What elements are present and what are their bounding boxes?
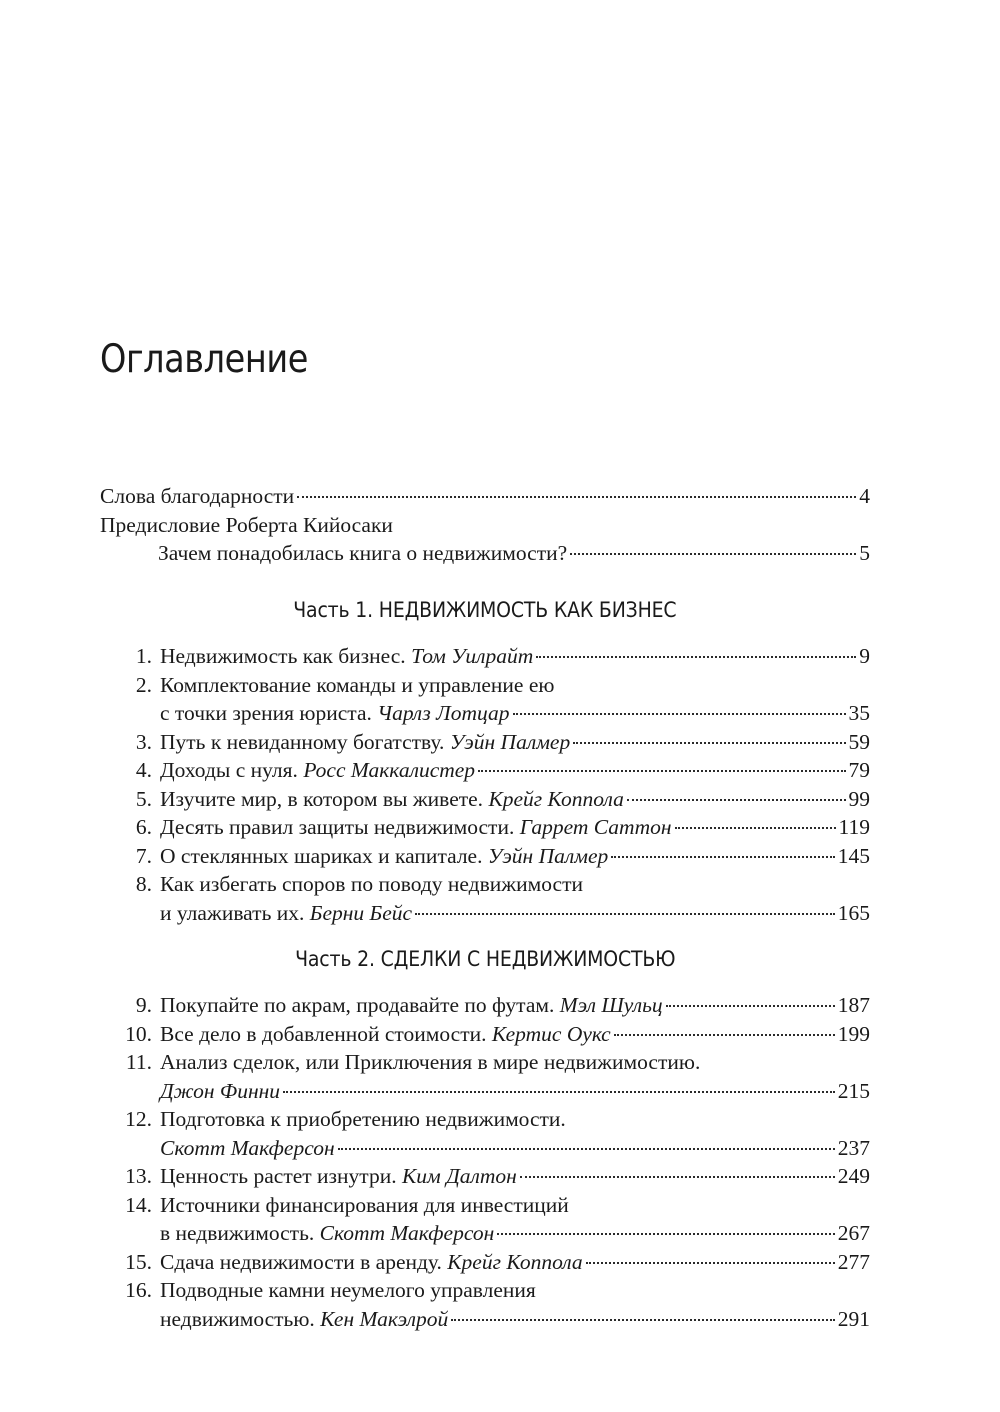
dot-leader bbox=[415, 913, 835, 915]
chapter-number: 7. bbox=[135, 843, 152, 868]
entry-line bbox=[100, 785, 870, 814]
dot-leader bbox=[520, 1176, 835, 1178]
chapter-list bbox=[100, 642, 870, 927]
chapter-author: Ким Далтон bbox=[401, 1164, 517, 1188]
chapter-title-text: недвижимостью. bbox=[160, 1306, 321, 1331]
toc-entry-acknowledgements[interactable] bbox=[100, 482, 870, 511]
toc-entry-chapter[interactable] bbox=[100, 642, 870, 671]
chapter-author: Джон Финни bbox=[160, 1078, 281, 1103]
page-number: 267 bbox=[837, 1221, 870, 1245]
toc-entry-chapter[interactable] bbox=[100, 1191, 870, 1248]
chapter-title-text: Все дело в добавленной стоимости. bbox=[160, 1021, 492, 1046]
chapter-title-text: Путь к невиданному богатству. bbox=[160, 729, 450, 754]
entry-line bbox=[100, 756, 870, 785]
chapter-title-continued bbox=[160, 1305, 448, 1334]
dot-leader bbox=[627, 799, 846, 801]
entry-line bbox=[100, 842, 870, 871]
chapter-number: 3. bbox=[135, 729, 152, 754]
chapter-number: 10. bbox=[125, 1021, 152, 1046]
entry-line bbox=[100, 1276, 870, 1305]
chapter-title-text: Ценность растет изнутри. bbox=[160, 1164, 402, 1188]
chapter-number: 1. bbox=[135, 644, 152, 668]
entry-line bbox=[100, 991, 870, 1020]
toc-entry-preface[interactable] bbox=[100, 511, 870, 568]
chapter-number: 4. bbox=[135, 758, 152, 782]
chapter-number: 6. bbox=[135, 815, 152, 839]
dot-leader bbox=[297, 496, 856, 498]
page-number: 59 bbox=[848, 729, 870, 754]
toc-entry-chapter[interactable] bbox=[100, 870, 870, 927]
entry-line bbox=[100, 642, 870, 671]
chapter-title bbox=[160, 842, 608, 871]
chapter-title-text: с точки зрения юриста. bbox=[160, 701, 378, 725]
page-number: 187 bbox=[837, 993, 870, 1017]
chapter-title bbox=[160, 1248, 583, 1277]
chapter-title-text: Недвижимость как бизнес. bbox=[160, 644, 412, 668]
toc-entry-chapter[interactable] bbox=[100, 1105, 870, 1162]
chapter-title: Источники финансирования для инвестиций bbox=[160, 1192, 569, 1217]
toc-entry-chapter[interactable] bbox=[100, 1248, 870, 1277]
dot-leader bbox=[451, 1319, 835, 1321]
chapter-author: Крейг Коппола bbox=[488, 786, 624, 811]
toc-entry-chapter[interactable] bbox=[100, 671, 870, 728]
entry-title: Предисловие Роберта Кийосаки bbox=[100, 512, 393, 537]
chapter-title-continued bbox=[160, 699, 510, 728]
entry-line bbox=[100, 813, 870, 842]
toc-entry-chapter[interactable] bbox=[100, 785, 870, 814]
dot-leader bbox=[513, 713, 846, 715]
chapter-title bbox=[160, 991, 663, 1020]
page-number: 291 bbox=[837, 1306, 870, 1331]
dot-leader bbox=[478, 770, 845, 772]
chapter-number: 15. bbox=[125, 1249, 152, 1274]
entry-line bbox=[100, 1048, 870, 1077]
chapter-number: 13. bbox=[125, 1164, 152, 1188]
dot-leader bbox=[536, 656, 856, 658]
chapter-list bbox=[100, 991, 870, 1333]
chapter-author: Уэйн Палмер bbox=[449, 729, 571, 754]
dot-leader bbox=[573, 742, 845, 744]
chapter-title-continued bbox=[160, 1077, 280, 1106]
dot-leader bbox=[611, 856, 834, 858]
chapter-author: Росс Маккалистер bbox=[303, 758, 476, 782]
page-number: 5 bbox=[859, 541, 870, 565]
chapter-author: Кертис Оукс bbox=[491, 1021, 611, 1046]
page-number: 145 bbox=[837, 843, 870, 868]
entry-line bbox=[100, 699, 870, 728]
chapter-number: 14. bbox=[125, 1192, 152, 1217]
chapter-title-text: Покупайте по акрам, продавайте по футам. bbox=[160, 993, 560, 1017]
chapter-title-text: О стеклянных шариках и капитале. bbox=[160, 843, 488, 868]
page-number: 99 bbox=[848, 786, 870, 811]
entry-line bbox=[100, 1105, 870, 1134]
chapter-author: Берни Бейс bbox=[309, 900, 413, 925]
chapter-title-continued bbox=[160, 899, 412, 928]
entry-line bbox=[100, 1134, 870, 1163]
chapter-title bbox=[160, 1020, 611, 1049]
entry-line bbox=[100, 870, 870, 899]
chapter-author: Мэл Шульц bbox=[559, 993, 663, 1017]
chapter-number: 11. bbox=[125, 1050, 152, 1074]
chapter-number: 12. bbox=[125, 1107, 152, 1131]
chapter-author: Чарлз Лотцар bbox=[377, 701, 510, 725]
toc-entry-chapter[interactable] bbox=[100, 728, 870, 757]
page-number: 9 bbox=[859, 644, 870, 668]
page-number: 119 bbox=[838, 815, 870, 839]
chapter-title bbox=[160, 642, 533, 671]
chapter-title bbox=[160, 813, 672, 842]
page-number: 215 bbox=[837, 1078, 870, 1103]
page-number: 199 bbox=[837, 1021, 870, 1046]
chapter-author: Уэйн Палмер bbox=[487, 843, 609, 868]
chapter-title: Подготовка к приобретению недвижимости. bbox=[160, 1107, 566, 1131]
chapter-author: Гаррет Саттон bbox=[519, 815, 672, 839]
entry-line bbox=[100, 1077, 870, 1106]
dot-leader bbox=[614, 1034, 835, 1036]
chapter-title-text: Изучите мир, в котором вы живете. bbox=[160, 786, 489, 811]
page-number: 4 bbox=[859, 484, 870, 508]
chapter-title-continued bbox=[160, 1219, 494, 1248]
dot-leader bbox=[586, 1262, 835, 1264]
entry-line bbox=[100, 899, 870, 928]
page-number: 35 bbox=[848, 701, 870, 725]
chapter-number: 2. bbox=[135, 672, 152, 697]
chapter-author: Том Уилрайт bbox=[411, 644, 534, 668]
dot-leader bbox=[675, 827, 836, 829]
front-matter bbox=[100, 482, 870, 568]
toc-entry-chapter[interactable] bbox=[100, 1162, 870, 1191]
chapter-title: Анализ сделок, или Приключения в мире недвижимостию. bbox=[160, 1050, 701, 1074]
entry-line bbox=[100, 671, 870, 700]
chapter-author: Кен Макэлрой bbox=[320, 1306, 449, 1331]
toc-entry-chapter[interactable] bbox=[100, 842, 870, 871]
dot-leader bbox=[283, 1091, 835, 1093]
entry-line bbox=[100, 1191, 870, 1220]
chapter-title bbox=[160, 728, 570, 757]
chapter-title bbox=[160, 785, 624, 814]
chapter-title-text: и улаживать их. bbox=[160, 900, 310, 925]
chapter-title bbox=[160, 1162, 517, 1191]
dot-leader bbox=[666, 1005, 835, 1007]
entry-line bbox=[100, 1162, 870, 1191]
chapter-number: 8. bbox=[135, 872, 152, 896]
entry-line bbox=[100, 1305, 870, 1334]
chapter-title-text: Сдача недвижимости в аренду. bbox=[160, 1249, 448, 1274]
part-heading: Часть 1. НЕДВИЖИМОСТЬ КАК БИЗНЕС bbox=[293, 598, 677, 622]
page-number: 277 bbox=[837, 1249, 870, 1274]
entry-line bbox=[100, 1020, 870, 1049]
chapter-title-text: Десять правил защиты недвижимости. bbox=[160, 815, 520, 839]
chapter-author: Крейг Коппола bbox=[447, 1249, 583, 1274]
chapter-title: Как избегать споров по поводу недвижимости bbox=[160, 872, 583, 896]
part-heading: Часть 2. СДЕЛКИ С НЕДВИЖИМОСТЬЮ bbox=[294, 947, 676, 971]
chapter-title: Комплектование команды и управление ею bbox=[160, 672, 555, 697]
dot-leader bbox=[570, 553, 856, 555]
toc-entry-chapter[interactable] bbox=[100, 813, 870, 842]
part-1 bbox=[100, 594, 870, 927]
chapter-author: Скотт Макферсон bbox=[160, 1135, 335, 1160]
chapter-number: 16. bbox=[125, 1278, 152, 1302]
toc-entry-chapter[interactable] bbox=[100, 1276, 870, 1333]
page-number: 79 bbox=[848, 758, 870, 782]
chapter-title-text: Доходы с нуля. bbox=[160, 758, 304, 782]
toc-entry-chapter[interactable] bbox=[100, 991, 870, 1020]
chapter-title bbox=[160, 756, 475, 785]
chapter-number: 5. bbox=[135, 786, 152, 811]
page-number: 249 bbox=[837, 1164, 870, 1188]
dot-leader bbox=[497, 1233, 834, 1235]
chapter-title: Подводные камни неумелого управления bbox=[160, 1278, 536, 1302]
toc-entry-chapter[interactable] bbox=[100, 756, 870, 785]
entry-line bbox=[100, 728, 870, 757]
chapter-title-text: в недвижимость. bbox=[160, 1221, 320, 1245]
toc-entry-chapter[interactable] bbox=[100, 1020, 870, 1049]
chapter-author: Скотт Макферсон bbox=[319, 1221, 495, 1245]
dot-leader bbox=[338, 1148, 835, 1150]
part-2 bbox=[100, 943, 870, 1333]
entry-line bbox=[100, 1248, 870, 1277]
page-number: 237 bbox=[837, 1135, 870, 1160]
entry-subtitle: Зачем понадобилась книга о недвижимости? bbox=[158, 541, 568, 565]
chapter-title-continued bbox=[160, 1134, 335, 1163]
page-number: 165 bbox=[837, 900, 870, 925]
toc-entry-chapter[interactable] bbox=[100, 1048, 870, 1105]
chapter-number: 9. bbox=[135, 993, 152, 1017]
page-title: Оглавление bbox=[100, 337, 308, 382]
entry-title: Слова благодарности bbox=[100, 484, 295, 508]
entry-line bbox=[100, 1219, 870, 1248]
